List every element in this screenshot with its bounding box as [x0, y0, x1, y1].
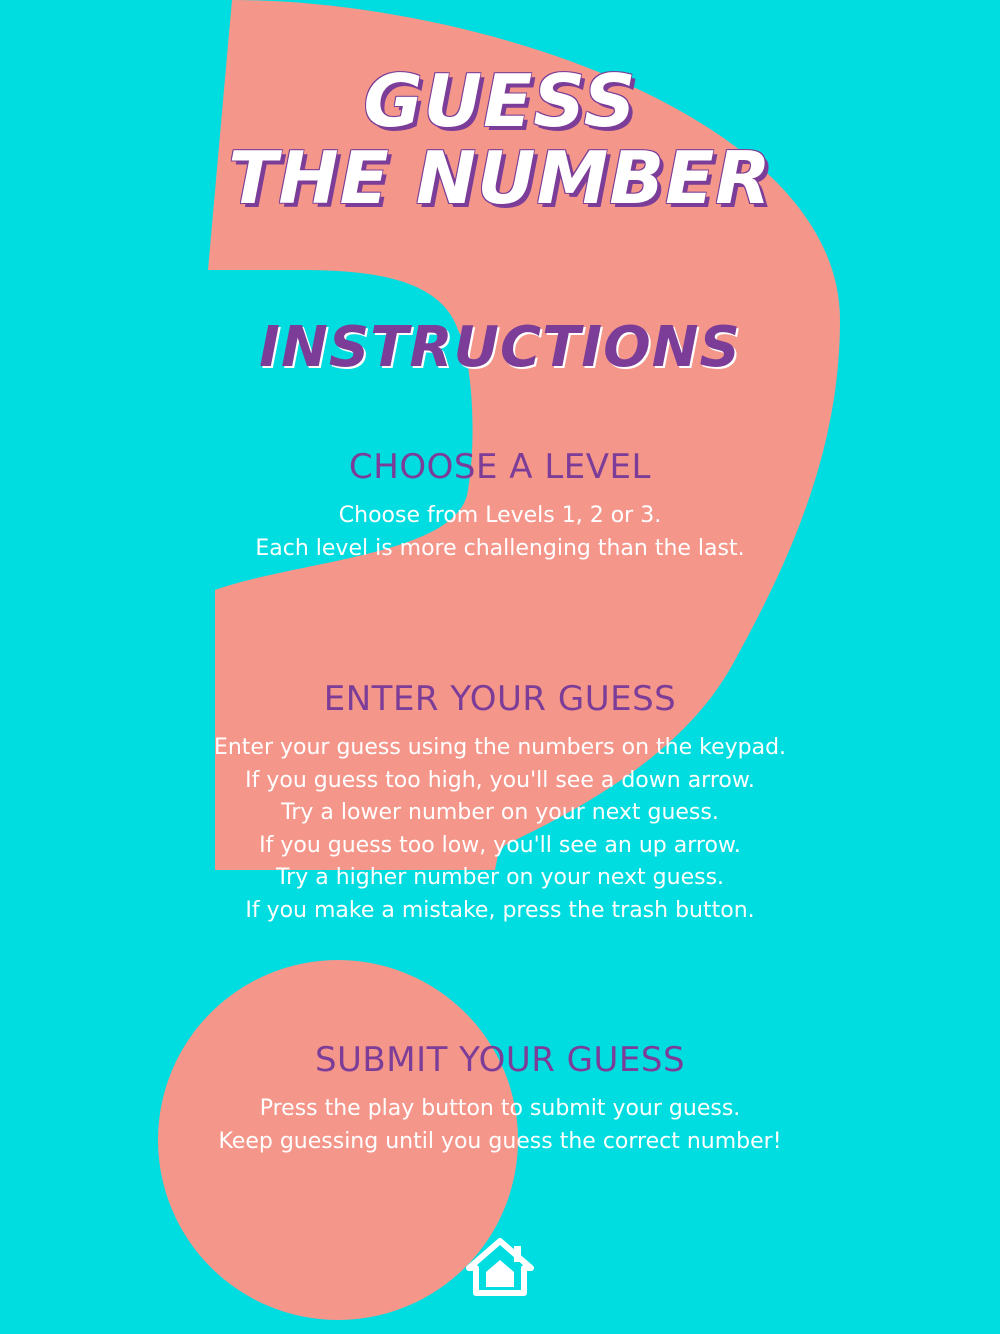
section-text-line: Try a lower number on your next guess.	[281, 800, 719, 826]
section-submit-guess	[0, 1040, 1000, 1158]
section-text-line: If you guess too high, you'll see a down arrow.	[245, 767, 755, 793]
section-text-line: Enter your guess using the numbers on the keypad.	[213, 735, 787, 760]
section-choose-level	[0, 447, 1000, 565]
section-text-line: Choose from Levels 1, 2 or 3.	[338, 503, 662, 528]
section-text-line: If you make a mistake, press the trash button.	[245, 897, 755, 923]
section-heading: ENTER YOUR GUESS	[323, 679, 677, 719]
home-button[interactable]	[466, 1238, 534, 1296]
game-title-line-2: THE NUMBER	[228, 136, 772, 220]
section-text-line: Each level is more challenging than the last.	[255, 535, 745, 561]
section-text-line: If you guess too low, you'll see an up arrow.	[259, 832, 741, 858]
section-text-line: Keep guessing until you guess the correct number!	[218, 1128, 782, 1154]
section-heading: CHOOSE A LEVEL	[349, 447, 651, 487]
home-icon	[466, 1238, 534, 1296]
section-text-line: Press the play button to submit your guess.	[259, 1096, 741, 1121]
section-enter-guess	[0, 679, 1000, 928]
section-heading: SUBMIT YOUR GUESS	[314, 1040, 686, 1080]
game-title-line-1: GUESS	[363, 59, 637, 143]
section-text-line: Try a higher number on your next guess.	[275, 865, 725, 891]
instructions-heading: INSTRUCTIONS	[259, 315, 741, 380]
